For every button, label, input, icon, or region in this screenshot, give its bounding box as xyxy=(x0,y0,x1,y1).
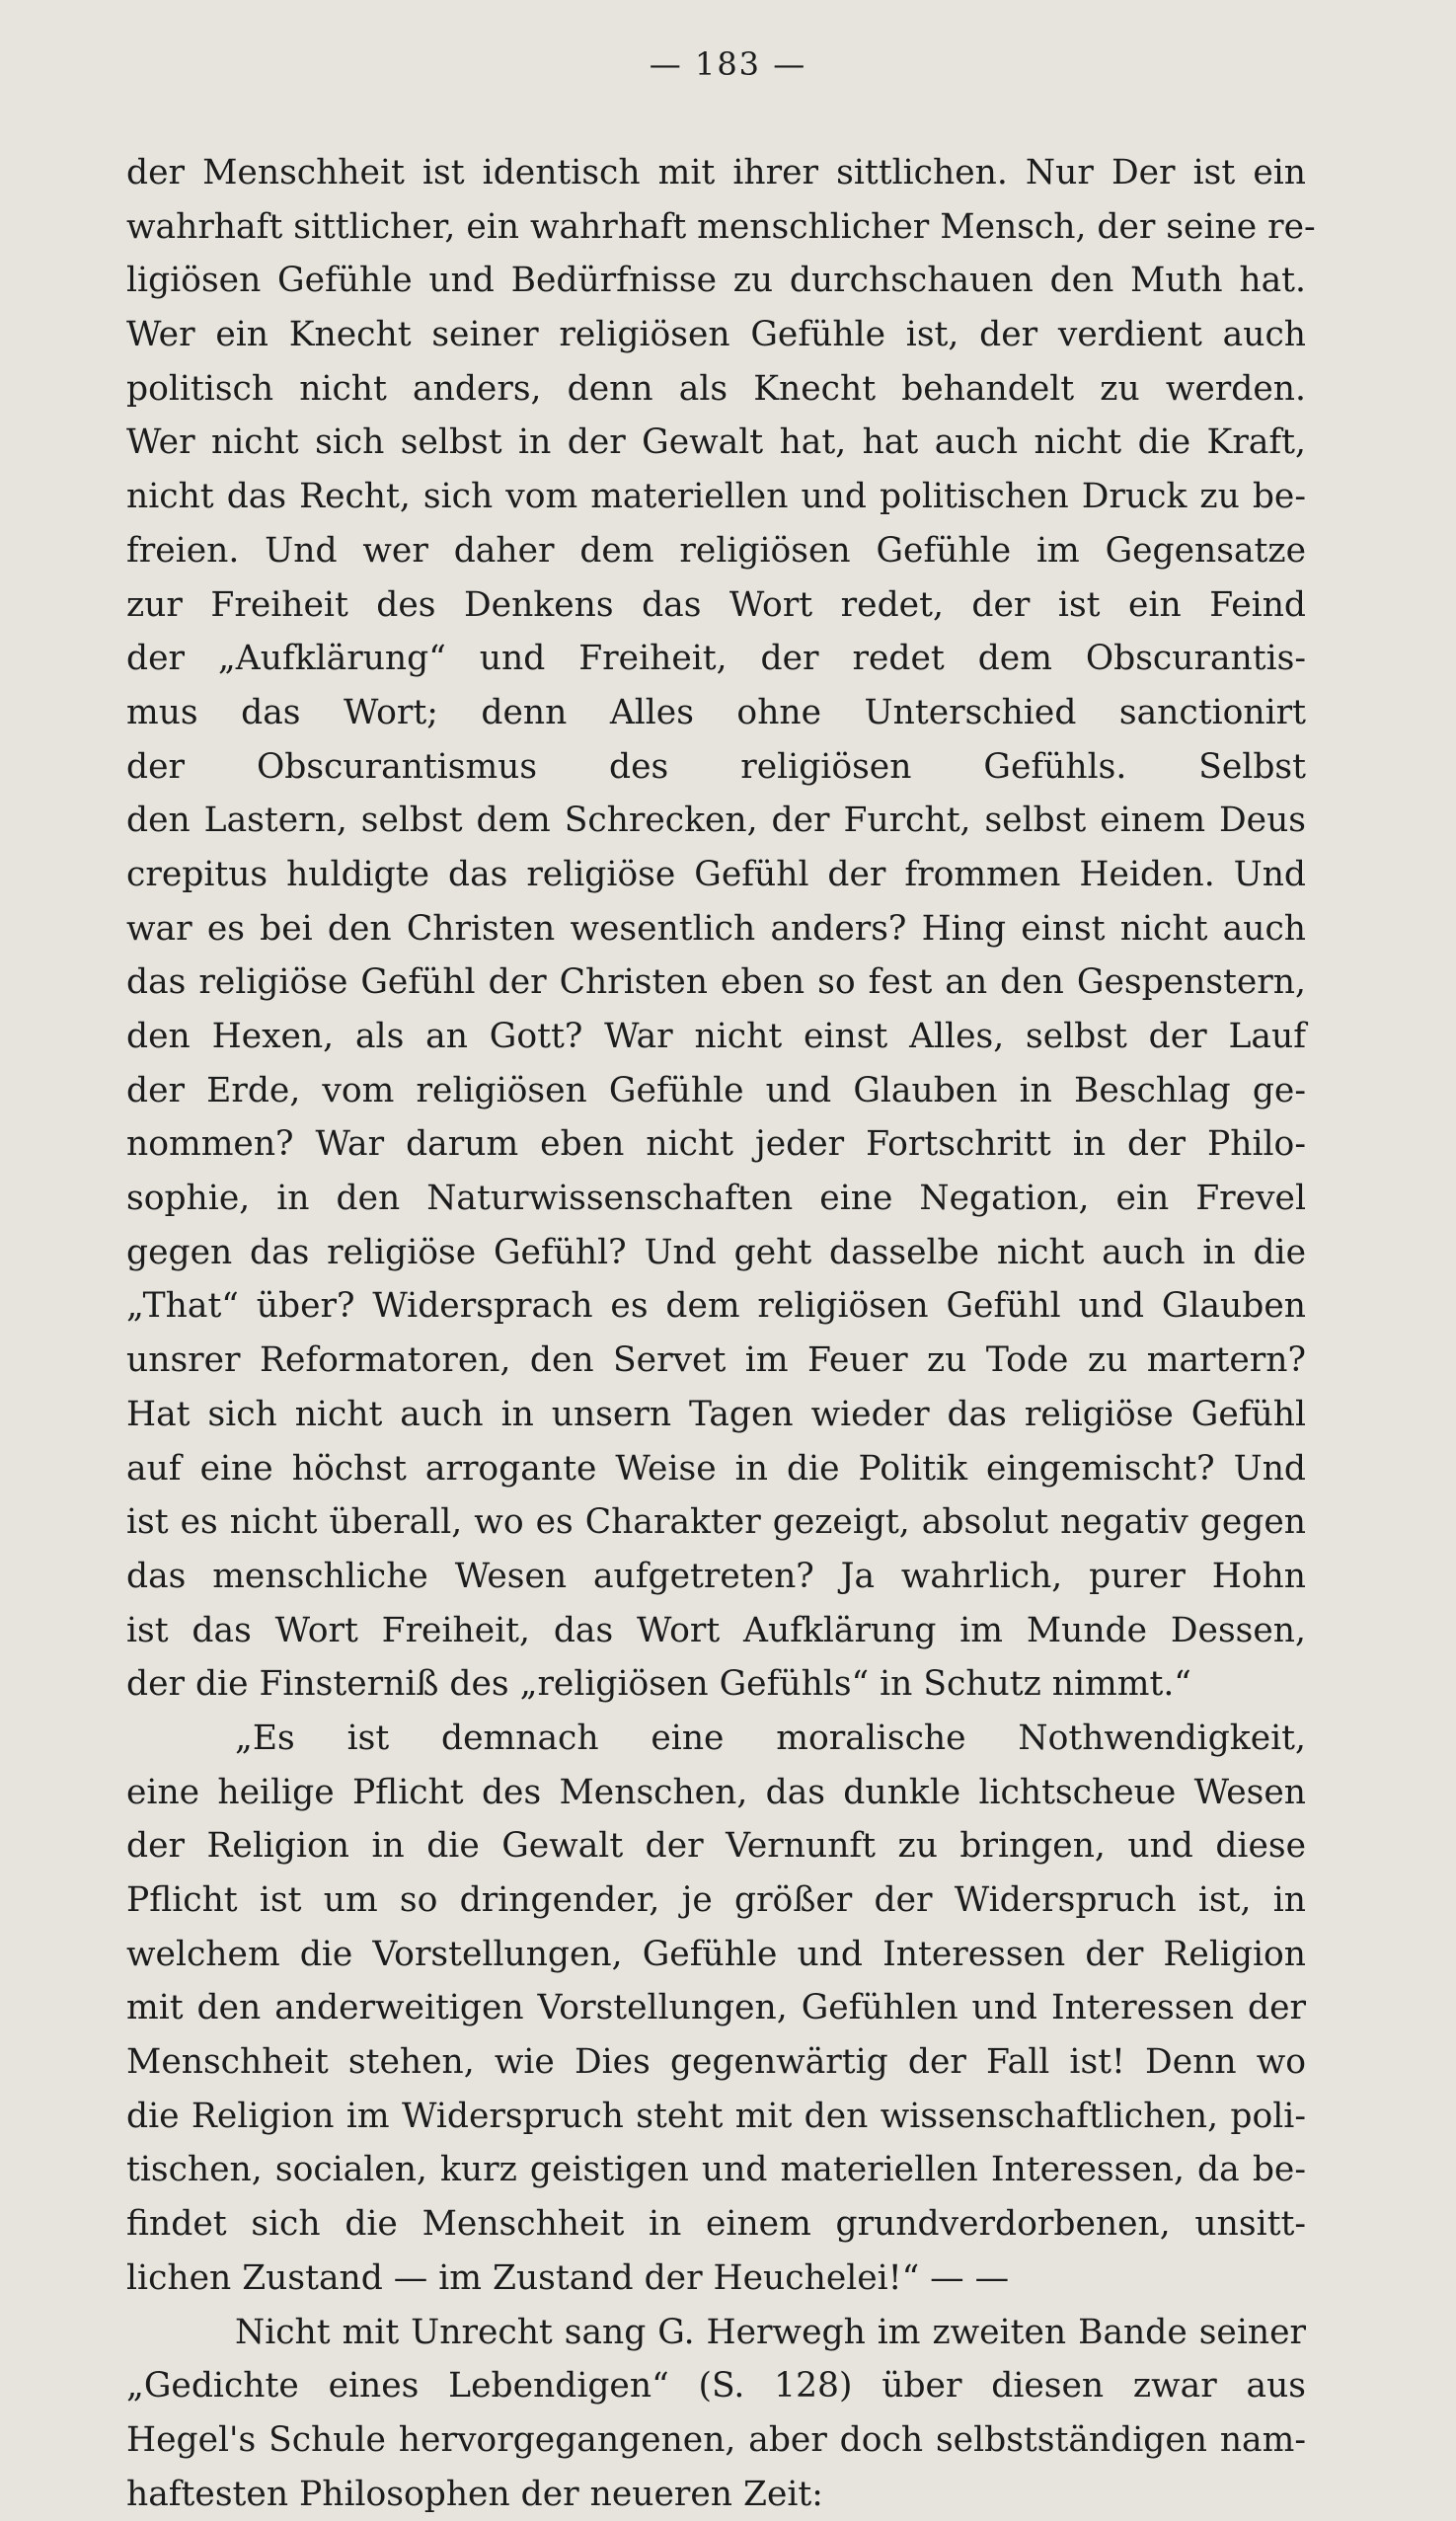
text-line: das religiöse Gefühl der Christen eben so fest an den Gespenstern, xyxy=(126,962,1306,1003)
text-line: ist das Wort Freiheit, das Wort Aufklärung im Munde Dessen, xyxy=(126,1610,1306,1650)
text-line: eine heilige Pflicht des Menschen, das dunkle lichtscheue Wesen xyxy=(126,1772,1306,1812)
text-line: nicht das Recht, sich vom materiellen und politischen Druck zu be- xyxy=(126,477,1306,517)
text-line: zur Freiheit des Denkens das Wort redet, der ist ein Feind xyxy=(126,584,1306,625)
text-line: Pflicht ist um so dringender, je größer der Widerspruch ist, in xyxy=(126,1880,1306,1920)
text-line: der Erde, vom religiösen Gefühle und Glauben in Beschlag ge- xyxy=(126,1070,1306,1110)
text-line: freien. Und wer daher dem religiösen Gefühle im Gegensatze xyxy=(126,530,1306,571)
text-line: findet sich die Menschheit in einem grundverdorbenen, unsitt- xyxy=(126,2204,1306,2245)
text-line: Wer nicht sich selbst in der Gewalt hat, hat auch nicht die Kraft, xyxy=(126,422,1306,463)
body-text xyxy=(126,146,1316,2521)
text-line: sophie, in den Naturwissenschaften eine Negation, ein Frevel xyxy=(126,1179,1306,1219)
text-line: der Obscurantismus des religiösen Gefühls. Selbst xyxy=(126,746,1306,787)
text-line: der Religion in die Gewalt der Vernunft zu bringen, und diese xyxy=(126,1826,1306,1867)
text-line: auf eine höchst arrogante Weise in die Politik eingemischt? Und xyxy=(126,1448,1306,1489)
text-line: den Lastern, selbst dem Schrecken, der Furcht, selbst einem Deus xyxy=(126,801,1306,841)
text-line: „Es ist demnach eine moralische Nothwendigkeit, xyxy=(235,1718,1306,1758)
text-line: Hegel's Schule hervorgegangenen, aber doch selbstständigen nam- xyxy=(126,2419,1306,2460)
text-line: haftesten Philosophen der neueren Zeit: xyxy=(126,2474,823,2514)
text-line: wahrhaft sittlicher, ein wahrhaft menschlicher Mensch, der seine re- xyxy=(126,206,1316,247)
text-line: Hat sich nicht auch in unsern Tagen wieder das religiöse Gefühl xyxy=(126,1394,1306,1434)
text-line: war es bei den Christen wesentlich anders? Hing einst nicht auch xyxy=(126,908,1306,949)
text-line: die Religion im Widerspruch steht mit den wissenschaftlichen, poli- xyxy=(126,2096,1306,2136)
text-line: welchem die Vorstellungen, Gefühle und Interessen der Religion xyxy=(126,1934,1306,1974)
page-number: — 183 — xyxy=(649,45,807,83)
text-line: Nicht mit Unrecht sang G. Herwegh im zweiten Bande seiner xyxy=(235,2312,1306,2352)
text-line: tischen, socialen, kurz geistigen und materiellen Interessen, da be- xyxy=(126,2150,1306,2190)
text-line: politisch nicht anders, denn als Knecht behandelt zu werden. xyxy=(126,368,1306,409)
text-line: das menschliche Wesen aufgetreten? Ja wahrlich, purer Hohn xyxy=(126,1556,1306,1596)
text-line: nommen? War darum eben nicht jeder Fortschritt in der Philo- xyxy=(126,1124,1306,1165)
text-line: unsrer Reformatoren, den Servet im Feuer zu Tode zu martern? xyxy=(126,1340,1306,1381)
text-line: mus das Wort; denn Alles ohne Unterschied sanctionirt xyxy=(126,692,1306,732)
text-line: crepitus huldigte das religiöse Gefühl der frommen Heiden. Und xyxy=(126,854,1306,894)
text-line: gegen das religiöse Gefühl? Und geht dasselbe nicht auch in die xyxy=(126,1232,1306,1272)
text-line: der „Aufklärung“ und Freiheit, der redet dem Obscurantis- xyxy=(126,639,1306,679)
text-line: mit den anderweitigen Vorstellungen, Gefühlen und Interessen der xyxy=(126,1988,1306,2028)
text-line: den Hexen, als an Gott? War nicht einst Alles, selbst der Lauf xyxy=(126,1017,1306,1056)
text-line: der die Finsterniß des „religiösen Gefühls“ in Schutz nimmt.“ xyxy=(126,1664,1191,1705)
text-line: der Menschheit ist identisch mit ihrer sittlichen. Nur Der ist ein xyxy=(126,153,1306,192)
text-line: lichen Zustand — im Zustand der Heuchelei!“ — — xyxy=(126,2257,1010,2298)
text-line: Menschheit stehen, wie Dies gegenwärtig der Fall ist! Denn wo xyxy=(126,2042,1306,2083)
text-line: Wer ein Knecht seiner religiösen Gefühle ist, der verdient auch xyxy=(126,315,1306,355)
text-line: ist es nicht überall, wo es Charakter gezeigt, absolut negativ gegen xyxy=(126,1502,1306,1543)
text-line: „Gedichte eines Lebendigen“ (S. 128) über diesen zwar aus xyxy=(126,2366,1306,2406)
text-line: „That“ über? Widersprach es dem religiösen Gefühl und Glauben xyxy=(126,1286,1306,1327)
text-line: ligiösen Gefühle und Bedürfnisse zu durchschauen den Muth hat. xyxy=(126,261,1306,301)
